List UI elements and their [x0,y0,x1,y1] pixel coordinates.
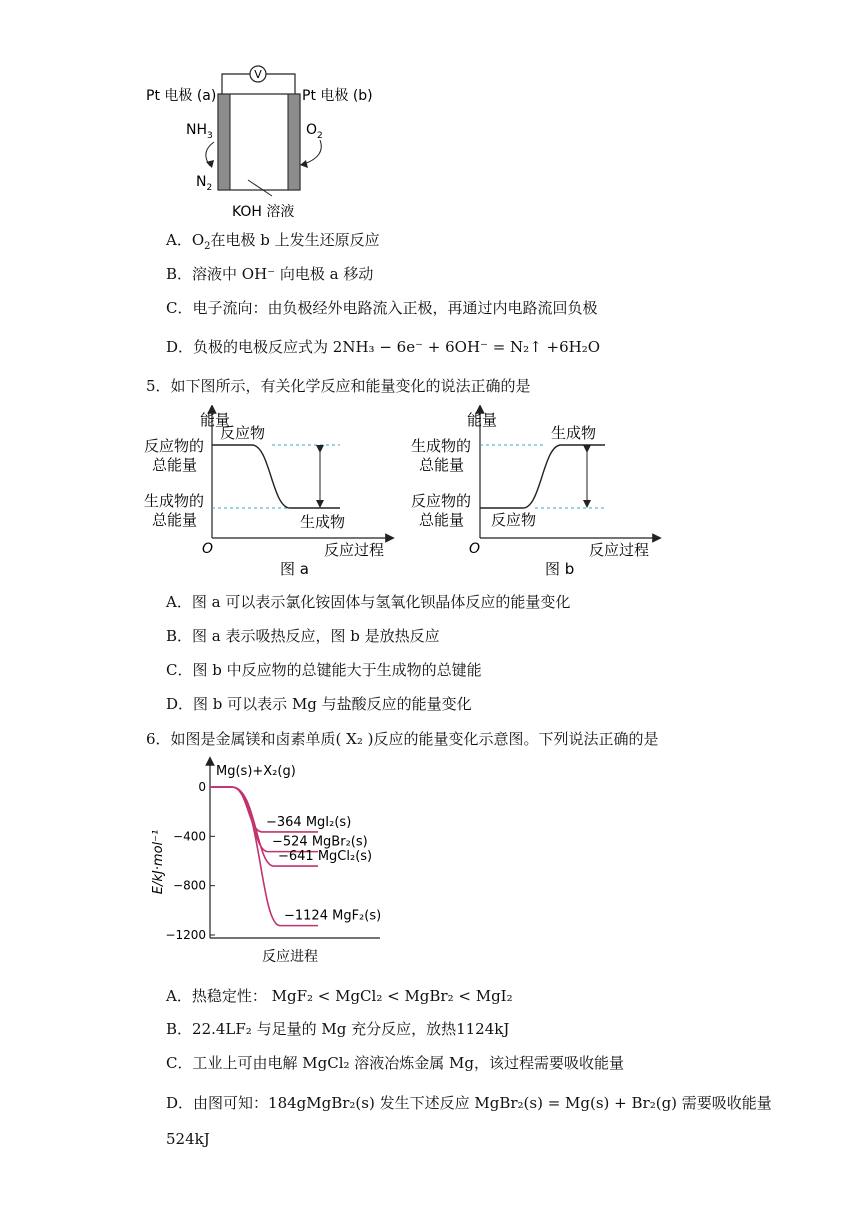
energy-figure-b [405,405,665,580]
q6-option-a: A．热稳定性： MgF₂ < MgCl₂ < MgBr₂ < MgI₂ [166,987,513,1005]
o2-arrow [304,140,321,164]
chart-title: Mg(s)+X₂(g) [216,764,296,779]
mg-halogen-energy-chart [140,755,400,970]
electrode-a-label: Pt 电极 (a) [146,88,217,104]
nh3-label: $NH_3$ [186,122,213,141]
electrode-b [288,94,300,190]
fig-b-curve-start: 反应物 [491,511,537,529]
q6-option-d-continuation: 524kJ [166,1130,210,1148]
electrode-a [218,94,230,190]
series-label-1: −364 MgI₂(s) [266,814,352,830]
fig-b-bottom-label-1: 反应物的 [411,492,472,510]
q6-option-b: B．22.4LF₂ 与足量的 Mg 充分反应，放热1124kJ [166,1020,510,1038]
q4-option-b: B．溶液中 OH⁻ 向电极 a 移动 [166,265,374,283]
q5-stem: 5．如下图所示，有关化学反应和能量变化的说法正确的是 [146,377,531,395]
energy-figure-a [140,405,400,580]
fig-b-top-label-2: 总能量 [419,456,465,474]
chart-xlabel: 反应进程 [262,949,318,965]
series-label-4: −1124 MgF₂(s) [284,908,382,924]
fig-a-bottom-label-2: 总能量 [152,511,198,529]
fig-a-caption: 图 a [280,560,309,578]
electrolyte-label: KOH 溶液 [232,204,295,220]
fig-a-curve-start: 反应物 [220,424,266,442]
q6-option-c: C．工业上可由电解 MgCl₂ 溶液冶炼金属 Mg，该过程需要吸收能量 [166,1054,625,1072]
fig-a-origin: O [202,541,214,557]
q5-option-d: D．图 b 可以表示 Mg 与盐酸反应的能量变化 [166,695,472,713]
q5-option-c: C．图 b 中反应物的总键能大于生成物的总键能 [166,661,482,679]
fuel-cell-figure [130,62,390,227]
o2-label: $O_2$ [306,122,323,141]
chart-ytick-label: 0 [198,780,206,794]
chart-ytick-label: −1200 [165,928,206,942]
fig-a-top-label-1: 反应物的 [144,437,205,455]
series-label-2: −524 MgBr₂(s) [272,834,368,850]
fig-a-xlabel: 反应过程 [324,541,385,559]
fig-b-caption: 图 b [545,560,575,578]
fig-b-xlabel: 反应过程 [589,541,650,559]
fig-b-bottom-label-2: 总能量 [419,511,465,529]
fig-a-curve-end: 生成物 [300,513,346,531]
q4-option-d: D．负极的电极反应式为 2NH₃ − 6e⁻ + 6OH⁻ = N₂↑ +6H₂O [166,338,601,356]
fig-a-ylabel: 能量 [200,411,231,429]
series-label-3: −641 MgCl₂(s) [278,849,373,865]
fig-a-top-label-2: 总能量 [152,456,198,474]
q6-stem: 6．如图是金属镁和卤素单质( X₂ )反应的能量变化示意图。下列说法正确的是 [146,730,659,748]
chart-ylabel: E/kJ·mol⁻¹ [151,829,166,895]
fig-b-top-label-1: 生成物的 [411,437,472,455]
q5-option-b: B．图 a 表示吸热反应，图 b 是放热反应 [166,627,440,645]
electrode-b-label: Pt 电极 (b) [302,88,373,104]
fig-b-ylabel: 能量 [467,411,498,429]
fig-b-origin: O [469,541,481,557]
q4-option-a: A．$O_2$在电极 b 上发生还原反应 [166,231,380,252]
fig-a-bottom-label-1: 生成物的 [144,492,205,510]
q5-option-a: A．图 a 可以表示氯化铵固体与氢氧化钡晶体反应的能量变化 [166,593,571,611]
voltmeter-label: V [254,68,262,81]
q6-option-d: D．由图可知：184gMgBr₂(s) 发生下述反应 MgBr₂(s) = Mg(s) + Br₂(g) 需要吸收能量 [166,1094,772,1112]
fig-b-curve-end: 生成物 [551,424,597,442]
q4-option-c: C．电子流向：由负极经外电路流入正极，再通过内电路流回负极 [166,299,598,317]
n2-label: $N_2$ [196,174,213,193]
chart-ytick-label: −800 [173,878,206,893]
chart-ytick-label: −400 [173,829,206,844]
fig-a-curve [212,445,340,508]
fig-b-curve [480,445,605,508]
